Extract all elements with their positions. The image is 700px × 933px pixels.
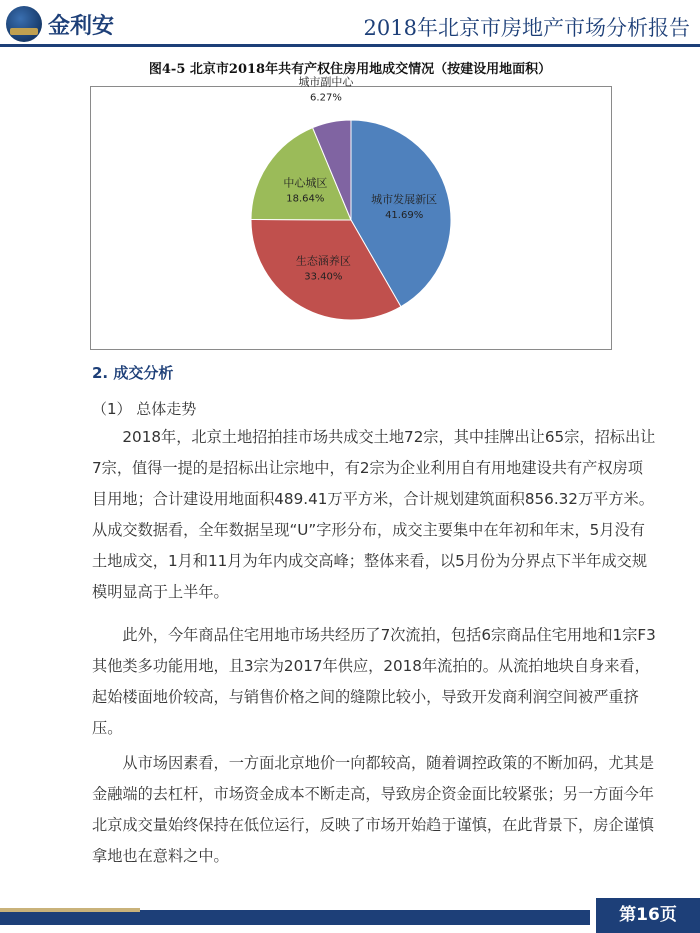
pie-chart-frame [90,75,612,350]
pie-value-label-2: 33.40% [304,271,343,283]
sub-heading: （1） 总体走势 [92,400,197,418]
footer-bar [0,910,590,925]
pie-label-2: 生态涵养区 [295,254,351,268]
page-header [0,0,700,48]
pie-label-4: 城市副中心 [298,75,354,89]
header-divider [0,44,700,47]
company-logo-icon [6,6,42,42]
figure-caption: 图4-5 北京市2018年共有产权住房用地成交情况（按建设用地面积） [148,62,552,77]
paragraph-2: 此外，今年商品住宅用地市场共经历了7次流拍，包括6宗商品住宅用地和1宗F3其他类多功能用地，且3宗为2017年供应，2018年流拍的。从流拍地块自身来看，起始楼面地价较高，与销售价格之间的缝隙比较小，导致开发商利润空间被严重挤压。 [92,626,656,737]
pie-label-3: 中心城区 [283,176,328,190]
footer-accent-stripe [0,908,140,912]
paragraph-3: 从市场因素看，一方面北京地价一向都较高，随着调控政策的不断加码，尤其是金融端的去杠杆，市场资金成本不断走高，导致房企资金面比较紧张；另一方面今年北京成交量始终保持在低位运行，反映了市场开始趋于谨慎，在此背景下，房企谨慎拿地也在意料之中。 [92,754,654,865]
pie-value-label-4: 6.27% [310,92,342,104]
page-number: 第16页 [596,898,700,933]
pie-value-label-3: 18.64% [286,193,325,205]
pie-value-label-1: 41.69% [385,209,424,221]
pie-label-1: 城市发展新区 [371,192,438,206]
company-name: 金利安 [48,14,115,39]
pie-chart [91,75,611,349]
page-footer [0,898,700,933]
section-heading: 2. 成交分析 [92,364,174,382]
report-title: 2018年北京市房地产市场分析报告 [363,16,690,40]
paragraph-1: 2018年，北京土地招拍挂市场共成交土地72宗，其中挂牌出让65宗，招标出让7宗，值得一提的是招标出让宗地中，有2宗为企业利用自有用地建设共有产权房项目用地；合计建设用地面积489.41万平方米，合计规划建筑面积856.32万平方米。从成交数据看，全年数据呈现“U”字形分布，成交主要集中在年初和年末，5月没有土地成交，1月和11月为年内成交高峰；整体来看，以5月份为分界点下半年成交规模明显高于上半年。 [92,428,656,601]
